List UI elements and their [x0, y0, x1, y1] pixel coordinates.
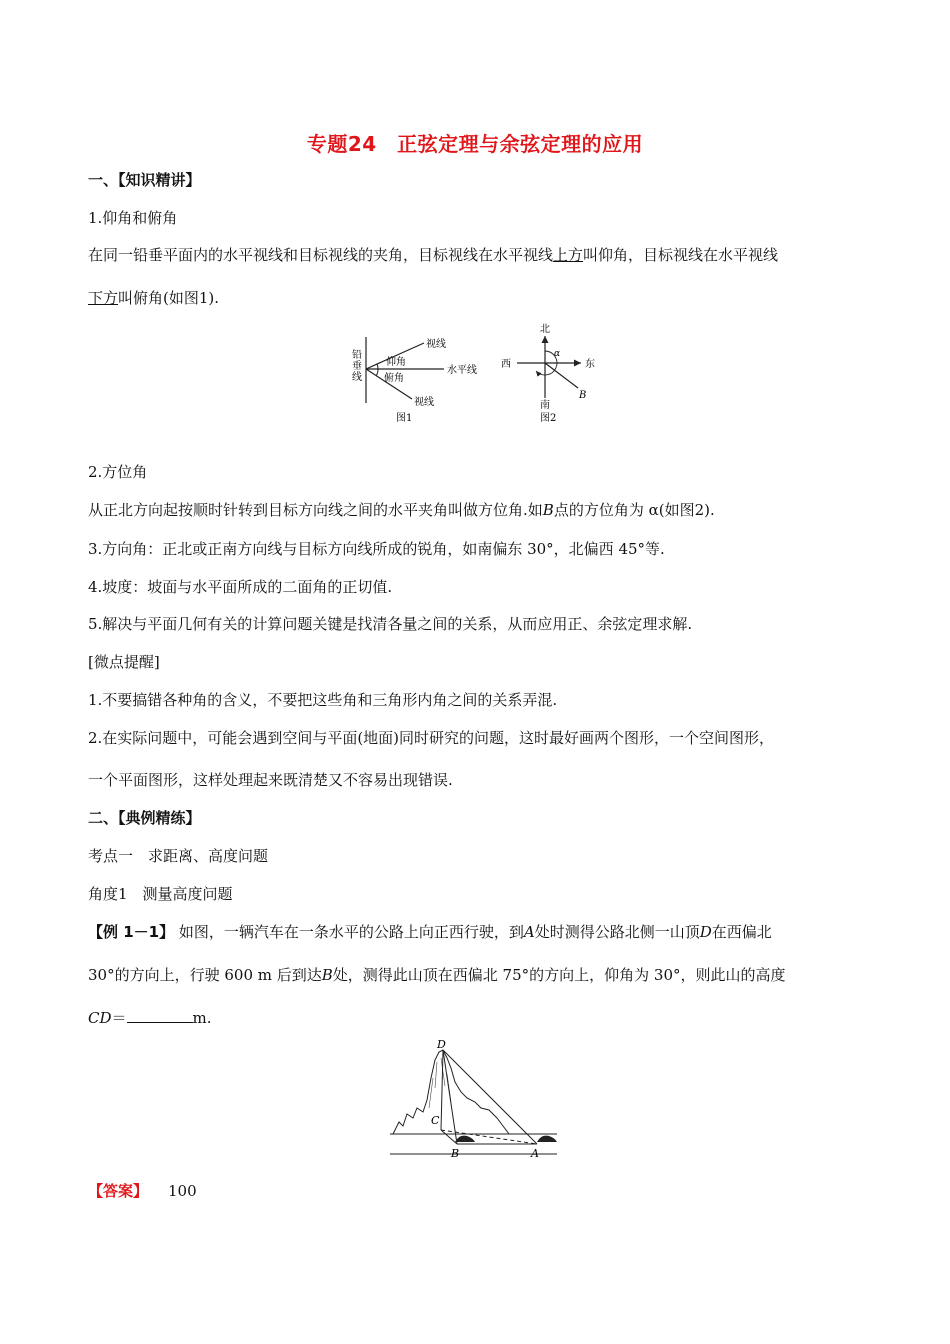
example-label: 【例 1－1】 — [88, 923, 175, 941]
k1-paragraph-line1 — [88, 245, 778, 265]
alpha-label: α — [554, 349, 561, 359]
label-b: B — [451, 1147, 460, 1160]
west-label: 西 — [501, 359, 511, 370]
car-at-b — [455, 1136, 475, 1142]
unit-text: m. — [192, 1009, 212, 1027]
car-at-a — [537, 1136, 557, 1142]
example-line3 — [88, 1008, 212, 1028]
k1-paragraph-line2 — [88, 288, 219, 308]
k2-text: 点的方位角为 α(如图2). — [553, 501, 715, 519]
mountain-diagram — [385, 1038, 565, 1163]
k2-paragraph — [88, 500, 715, 520]
equals-sign: ＝ — [111, 1009, 127, 1027]
point-b-label: B — [579, 390, 587, 401]
segment-cb — [441, 1130, 457, 1144]
k4-paragraph: 4.坡度：坡面与水平面所成的二面角的正切值. — [88, 578, 393, 596]
tip-1: 1.不要搞错各种角的含义，不要把这些角和三角形内角之间的关系弄混. — [88, 691, 558, 709]
jiaodu-heading: 角度1 测量高度问题 — [88, 885, 233, 903]
label-a: A — [531, 1147, 539, 1160]
k1-underline-below: 下方 — [88, 289, 119, 307]
k2-heading: 2.方位角 — [88, 463, 148, 481]
k5-paragraph: 5.解决与平面几何有关的计算问题关键是找清各量之间的关系，从而应用正、余弦定理求解. — [88, 615, 693, 633]
sightline-top-label: 视线 — [426, 339, 446, 350]
k1-underline-above: 上方 — [553, 246, 584, 264]
figure-1-caption: 图1 — [396, 413, 413, 424]
vertical-label-3: 线 — [352, 372, 362, 383]
k3-paragraph: 3.方向角：正北或正南方向线与目标方向线所成的锐角，如南偏东 30°，北偏西 45°等. — [88, 540, 665, 558]
example-line2 — [88, 965, 786, 985]
example-text: 30°的方向上，行驶 600 m 后到达 — [88, 966, 322, 984]
elevation-label: 仰角 — [386, 357, 406, 368]
example-line1 — [88, 922, 772, 942]
example-text: 处时测得公路北侧一山顶 — [534, 923, 700, 941]
elevation-arc — [377, 364, 378, 369]
segment-cd-ref: CD — [88, 1009, 112, 1027]
k1-text: 叫仰角，目标视线在水平视线 — [583, 246, 779, 264]
north-label: 北 — [540, 324, 550, 335]
k2-text: 从正北方向起按顺时针转到目标方向线之间的水平夹角叫做方位角.如 — [88, 501, 543, 519]
point-d-ref: D — [699, 923, 712, 941]
example-text: 如图，一辆汽车在一条水平的公路上向正西行驶，到 — [174, 923, 524, 941]
answer-label: 【答案】 — [88, 1182, 149, 1200]
vertical-label-1: 铅 — [352, 350, 362, 361]
k2-point-b: B — [542, 501, 554, 519]
south-label: 南 — [540, 400, 550, 411]
tips-heading: [微点提醒] — [88, 653, 160, 671]
k1-text: 在同一铅垂平面内的水平视线和目标视线的夹角，目标视线在水平视线 — [88, 246, 554, 264]
figure-2-caption: 图2 — [540, 413, 557, 424]
answer-blank[interactable] — [127, 1008, 193, 1023]
figure-2-diagram — [495, 318, 610, 428]
k1-heading: 1.仰角和俯角 — [88, 209, 178, 227]
example-text: 处，测得此山顶在西偏北 75°的方向上，仰角为 30°，则此山的高度 — [332, 966, 786, 984]
point-b-ref: B — [321, 966, 333, 984]
sightline-bottom-label: 视线 — [414, 397, 434, 408]
answer-line — [88, 1181, 197, 1201]
tip-2-line2: 一个平面图形，这样处理起来既清楚又不容易出现错误. — [88, 771, 453, 789]
segment-db — [443, 1050, 457, 1144]
depression-label: 俯角 — [384, 373, 404, 384]
example-text: 在西偏北 — [711, 923, 772, 941]
section-1-heading: 一、【知识精讲】 — [88, 171, 201, 189]
ray-to-b — [545, 363, 578, 388]
k1-text: 叫俯角(如图1). — [118, 289, 220, 307]
answer-value: 100 — [168, 1182, 197, 1200]
horizontal-line-label: 水平线 — [447, 365, 477, 376]
segment-da — [443, 1050, 537, 1144]
section-2-heading: 二、【典例精练】 — [88, 809, 201, 827]
label-c: C — [431, 1114, 440, 1127]
kaodian-heading: 考点一 求距离、高度问题 — [88, 847, 269, 865]
vertical-label-2: 垂 — [352, 361, 362, 372]
point-a-ref: A — [523, 923, 535, 941]
east-label: 东 — [585, 359, 595, 370]
label-d: D — [437, 1038, 446, 1051]
page-title: 专题24 正弦定理与余弦定理的应用 — [306, 132, 644, 156]
depression-arc — [376, 369, 378, 376]
mountain-outline — [393, 1050, 509, 1134]
figure-1-diagram — [340, 325, 500, 425]
tip-2-line1: 2.在实际问题中，可能会遇到空间与平面(地面)同时研究的问题，这时最好画两个图形，一个空间图形， — [88, 729, 775, 747]
